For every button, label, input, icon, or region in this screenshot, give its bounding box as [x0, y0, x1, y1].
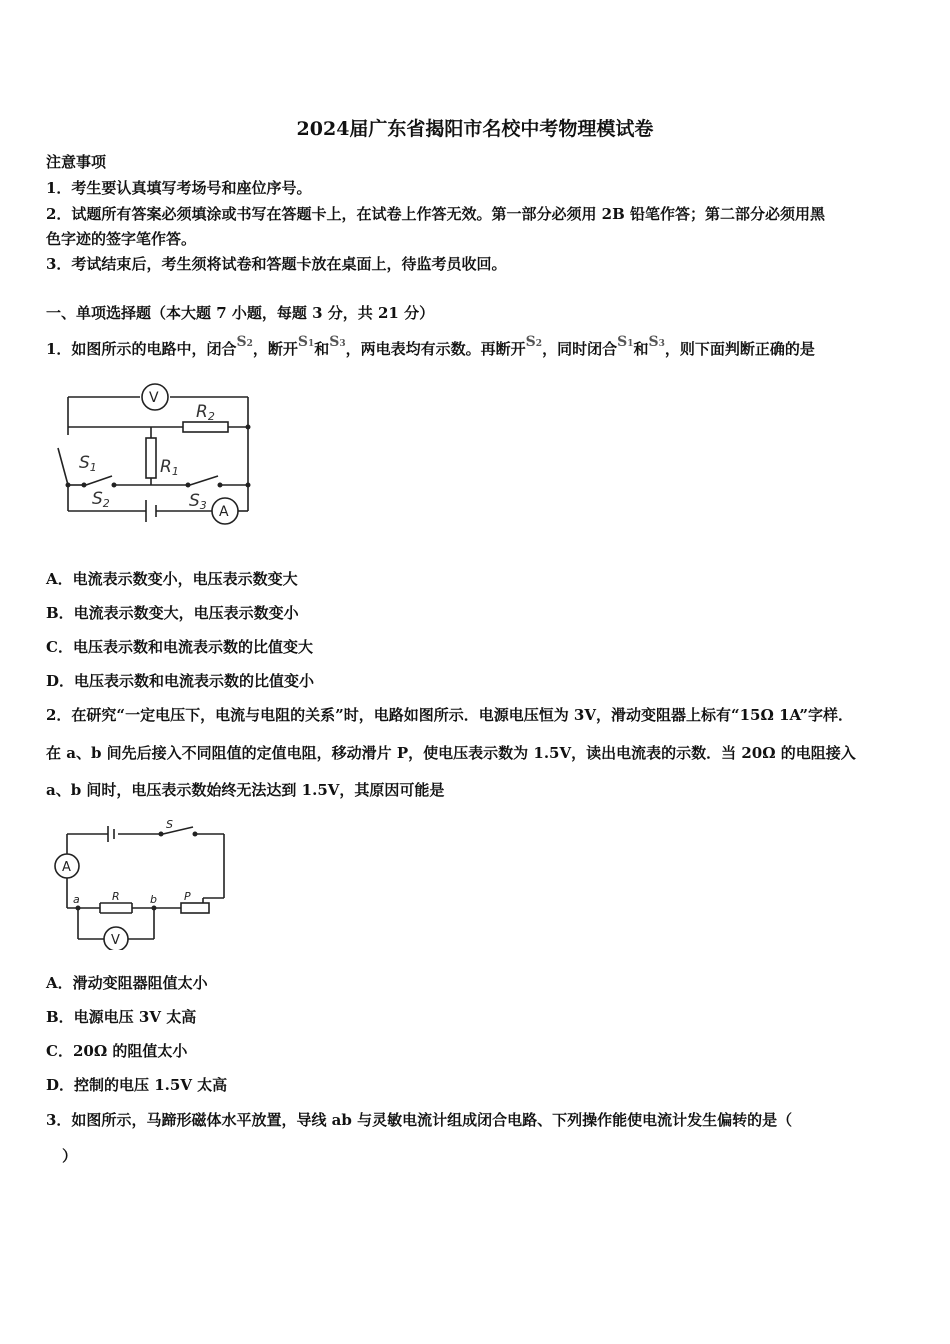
- resistor-label: R: [112, 890, 120, 903]
- section-heading: 一、单项选择题（本大题 7 小题，每题 3 分，共 21 分）: [46, 304, 435, 322]
- slider-label: P: [184, 890, 191, 903]
- notice-item: 2．试题所有答案必须填涂或书写在答题卡上，在试卷上作答无效。第一部分必须用 2B 铅笔作答；第二部分必须用黑: [46, 205, 826, 223]
- q1-option-c[interactable]: C．电压表示数和电流表示数的比值变大: [46, 638, 313, 656]
- switch-label: S: [166, 818, 173, 831]
- s1-label: S1: [79, 453, 97, 474]
- switch-label: S1: [297, 334, 315, 350]
- notice-item: 色字迹的签字笔作答。: [46, 230, 197, 248]
- question-2-stem-line: a、b 间时，电压表示数始终无法达到 1.5V，其原因可能是: [46, 781, 445, 799]
- ammeter-label: A: [219, 504, 229, 520]
- q1-option-a[interactable]: A．电流表示数变小，电压表示数变大: [46, 570, 298, 588]
- voltmeter-label: V: [111, 933, 120, 948]
- notice-item: 3．考试结束后，考生须将试卷和答题卡放在桌面上，待监考员收回。: [46, 255, 507, 273]
- q2-option-a[interactable]: A．滑动变阻器阻值太小: [46, 974, 208, 992]
- r2-label: R2: [196, 402, 215, 423]
- page-title: 2024届广东省揭阳市名校中考物理模试卷: [296, 118, 654, 140]
- question-2-stem-line: 在 a、b 间先后接入不同阻值的定值电阻，移动滑片 P，使电压表示数为 1.5V，读出电流表的示数．当 20Ω 的电阻接入: [46, 744, 856, 762]
- circuit-diagram-1: [50, 380, 265, 530]
- switch-label: S3: [648, 334, 665, 350]
- switch-label: S2: [236, 334, 253, 350]
- switch-label: S3: [329, 334, 346, 350]
- ammeter-label: A: [62, 860, 71, 875]
- q1-option-b[interactable]: B．电流表示数变大，电压表示数变小: [46, 604, 299, 622]
- notice-heading: 注意事项: [46, 153, 107, 171]
- point-a-label: a: [73, 893, 80, 906]
- q2-option-c[interactable]: C．20Ω 的阻值太小: [46, 1042, 188, 1060]
- circuit-diagram-2: [48, 815, 233, 950]
- q2-option-d[interactable]: D．控制的电压 1.5V 太高: [46, 1076, 228, 1094]
- question-3-stem: 3．如图所示，马蹄形磁体水平放置，导线 ab 与灵敏电流计组成闭合电路、下列操作能使电流计发生偏转的是（: [46, 1111, 793, 1129]
- point-b-label: b: [150, 893, 157, 906]
- q2-option-b[interactable]: B．电源电压 3V 太高: [46, 1008, 197, 1026]
- voltmeter-label: V: [149, 390, 159, 406]
- notice-item: 1．考生要认真填写考场号和座位序号。: [46, 179, 312, 197]
- switch-label: S2: [525, 334, 543, 350]
- question-3-stem-end: ）: [62, 1147, 78, 1165]
- question-1-stem: 1．如图所示的电路中，闭合S2，断开S1和S3，两电表均有示数。再断开S2，同时闭合S1和S3，则下面判断正确的是: [46, 334, 815, 358]
- s3-label: S3: [189, 491, 207, 512]
- q1-option-d[interactable]: D．电压表示数和电流表示数的比值变小: [46, 672, 315, 690]
- switch-label: S1: [617, 334, 634, 350]
- r1-label: R1: [160, 457, 179, 478]
- s2-label: S2: [92, 489, 110, 510]
- question-2-stem-line: 2．在研究“一定电压下，电流与电阻的关系”时，电路如图所示．电源电压恒为 3V，滑动变阻器上标有“15Ω 1A”字样．: [46, 706, 853, 724]
